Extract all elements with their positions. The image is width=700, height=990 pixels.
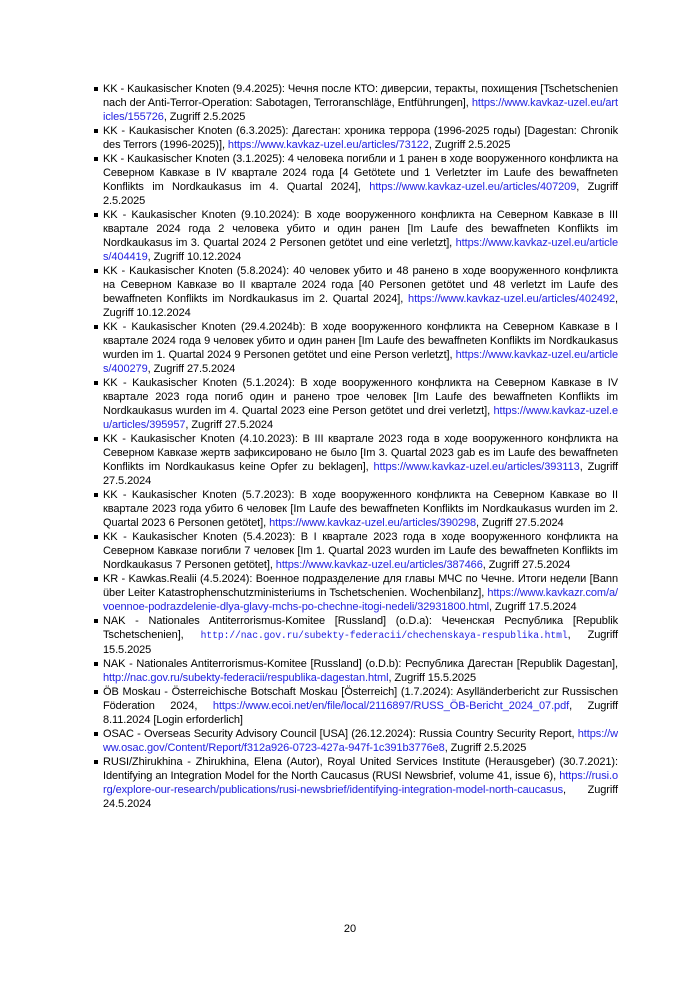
entry-text: , Zugriff 17.5.2024 [488,601,577,613]
bullet-icon [94,535,98,539]
bullet-icon [94,157,98,161]
reference-entry [94,320,618,376]
entry-text: , Zugriff 27.5.2024 [476,517,564,529]
reference-entry [94,572,618,614]
reference-list [94,82,618,811]
entry-text: , Zugriff 15.5.2025 [103,629,618,656]
reference-entry [94,264,618,320]
entry-text: , Zugriff 2.5.2025 [428,139,511,151]
hyperlink[interactable]: https://www.kavkazr.com/a/voennoe-podrazdelenie-dlya-glavy-mchs-po-chechne-itogi-nedeli/32931800.html [103,587,618,613]
reference-entry [94,685,618,727]
entry-text: , Zugriff 27.5.2024 [147,363,236,375]
hyperlink[interactable]: https://www.kavkaz-uzel.eu/articles/404419 [103,237,618,263]
hyperlink[interactable]: http://nac.gov.ru/subekty-federacii/respublika-dagestan.html [103,672,389,684]
entry-text: , Zugriff 2.5.2025 [103,181,619,207]
hyperlink[interactable]: https://www.kavkaz-uzel.eu/articles/407209 [369,181,577,193]
bullet-icon [94,437,98,441]
entry-text: KK - Kaukasischer Knoten (6.3.2025): Дагестан: хроника террора (1996-2025 годы) [Dagestan: Chronik des Terrors (1996-2025)], [103,125,618,151]
bullet-icon [94,760,98,764]
entry-text: ÖB Moskau - Österreichische Botschaft Moskau [Österreich] (1.7.2024): Asylländerbericht zur Russischen Föderation 2024, [103,686,618,712]
hyperlink[interactable]: https://www.kavkaz-uzel.eu/articles/155726 [103,97,618,123]
bullet-icon [94,269,98,273]
entry-text: KK - Kaukasischer Knoten (4.10.2023): В III квартале 2023 года в ходе вооруженного конфликта на Северном Кавказе жертв зафиксировано не было [Im 3. Quartal 2023 gab es im Laufe des bewaffneten Konflikts im Nordkaukasus keine Opfer zu beklagen], [103,433,618,473]
entry-text: KK - Kaukasischer Knoten (5.8.2024): 40 человек убито и 48 ранено в ходе вооруженного конфликта на Северном Кавказе во II квартале 2024 года [40 Personen getötet und 48 verletzt im Laufe des bewaffneten Konflikts im Nordkaukasus im 2. Quartal 2024], [103,265,618,305]
reference-entry [94,208,618,264]
hyperlink[interactable]: https://www.kavkaz-uzel.eu/articles/402492 [408,293,616,305]
hyperlink[interactable]: https://www.kavkaz-uzel.eu/articles/390298 [269,517,477,529]
reference-entry [94,82,618,124]
entry-text: NAK - Nationales Antiterrorismus-Komitee [Russland] (o.D.a): Чеченская Республика [Republik Tschetschenien], [103,615,618,641]
bullet-icon [94,577,98,581]
entry-text: , Zugriff 2.5.2025 [163,111,246,123]
hyperlink[interactable]: https://www.kavkaz-uzel.eu/articles/395957 [103,405,618,431]
entry-text: KK - Kaukasischer Knoten (5.1.2024): В ходе вооруженного конфликта на Северном Кавказе в IV квартале 2023 года погиб один и ранено трое человек [Im Laufe des bewaffneten Konflikts im Nordkaukasus wurden im 4. Quartal 2023 eine Person getötet und drei verletzt], [103,377,618,417]
entry-text: , Zugriff 8.11.2024 [Login erforderlich] [103,700,618,726]
bullet-icon [94,619,98,623]
reference-entry [94,152,618,208]
reference-entry [94,755,618,811]
hyperlink[interactable]: https://www.kavkaz-uzel.eu/articles/393113 [373,461,580,473]
bullet-icon [94,732,98,736]
entry-text: , Zugriff 27.5.2024 [103,461,618,487]
bullet-icon [94,493,98,497]
entry-text: RUSI/Zhirukhina - Zhirukhina, Elena (Autor), Royal United Services Institute (Herausgeber) (30.7.2021): Identifying an Integration Model for the North Caucasus (RUSI Newsbrief, volume 41, issue 6), [103,756,618,782]
hyperlink[interactable]: https://www.kavkaz-uzel.eu/articles/400279 [103,349,618,375]
entry-text: , Zugriff 15.5.2025 [388,672,476,684]
hyperlink[interactable]: https://www.osac.gov/Content/Report/f312a926-0723-427a-947f-1c391b3776e8 [103,728,618,754]
reference-entry [94,124,618,152]
entry-text: , Zugriff 2.5.2025 [444,742,527,754]
entry-text: , Zugriff 27.5.2024 [185,419,273,431]
reference-entry [94,614,618,657]
bullet-icon [94,690,98,694]
entry-text: KK - Kaukasischer Knoten (9.4.2025): Чечня после КТО: диверсии, теракты, похищения [Tschetschenien nach der Anti-Terror-Operation: Sabotagen, Terroranschläge, Entführungen], [103,83,618,109]
reference-entry [94,488,618,530]
entry-text: KK - Kaukasischer Knoten (5.4.2023): В I квартале 2023 года в ходе вооруженного конфликта на Северном Кавказе погибли 7 человек [Im 1. Quartal 2023 wurden im Laufe des bewaffneten Konflikts im Nordkaukasus 7 Personen getötet], [103,531,618,571]
reference-entry [94,432,618,488]
entry-text: KK - Kaukasischer Knoten (29.4.2024b): В ходе вооруженного конфликта на Северном Кавказе в I квартале 2024 года 9 человек убито и один ранен [Im Laufe des bewaffneten Konflikts im Nordkaukasus wurden im 1. Quartal 2024 9 Personen getötet und eine Person verletzt], [103,321,618,361]
bullet-icon [94,213,98,217]
entry-text: KK - Kaukasischer Knoten (3.1.2025): 4 человека погибли и 1 ранен в ходе вооруженного конфликта на Северном Кавказе в IV квартале 2024 года [4 Getötete und 1 Verletzter im Laufe des bewaffneten Konflikts im Nordkaukasus im 4. Quartal 2024], [103,153,618,193]
reference-entry [94,530,618,572]
bullet-icon [94,662,98,666]
entry-text: KK - Kaukasischer Knoten (5.7.2023): В ходе вооруженного конфликта на Северном Кавказе во II квартале 2023 года убито 6 человек [Im Laufe des bewaffneten Konflikts im Nordkaukasus wurden im 2. Quartal 2023 6 Personen getötet], [103,489,618,529]
entry-text: , Zugriff 27.5.2024 [482,559,571,571]
entry-text: , Zugriff 24.5.2024 [103,784,618,810]
bullet-icon [94,87,98,91]
bullet-icon [94,129,98,133]
hyperlink[interactable]: https://www.ecoi.net/en/file/local/2116897/RUSS_ÖB-Bericht_2024_07.pdf [212,700,570,712]
entry-text: KR - Kawkas.Realii (4.5.2024): Военное подразделение для главы МЧС по Чечне. Итоги недели [Bann über Leiter Katastrophenschutzministeriums in Tschetschenien. Wochenbilanz], [103,573,618,599]
reference-entry [94,376,618,432]
hyperlink[interactable]: https://rusi.org/explore-our-research/publications/rusi-newsbrief/identifying-integration-model-north-caucasus [103,770,618,796]
entry-text: OSAC - Overseas Security Advisory Council [USA] (26.12.2024): Russia Country Security Report, [103,728,578,740]
entry-text: , Zugriff 10.12.2024 [147,251,242,263]
entry-text: , Zugriff 10.12.2024 [103,293,618,319]
reference-entry [94,727,618,755]
reference-entry [94,657,618,685]
hyperlink[interactable]: https://www.kavkaz-uzel.eu/articles/387466 [275,559,483,571]
hyperlink[interactable]: https://www.kavkaz-uzel.eu/articles/73122 [227,139,429,151]
entry-text: KK - Kaukasischer Knoten (9.10.2024): В ходе вооруженного конфликта на Северном Кавказе в III квартале 2024 года 2 человека убито и один ранен [Im Laufe des bewaffneten Konflikts im Nordkaukasus im 3. Quartal 2024 2 Personen getötet und eine verletzt], [103,209,618,249]
bullet-icon [94,381,98,385]
entry-text: NAK - Nationales Antiterrorismus-Komitee [Russland] (o.D.b): Республика Дагестан [Republik Dagestan], [103,658,618,670]
bullet-icon [94,325,98,329]
page-number: 20 [343,923,357,935]
hyperlink[interactable]: http://nac.gov.ru/subekty-federacii/chechenskaya-respublika.html [200,630,568,641]
